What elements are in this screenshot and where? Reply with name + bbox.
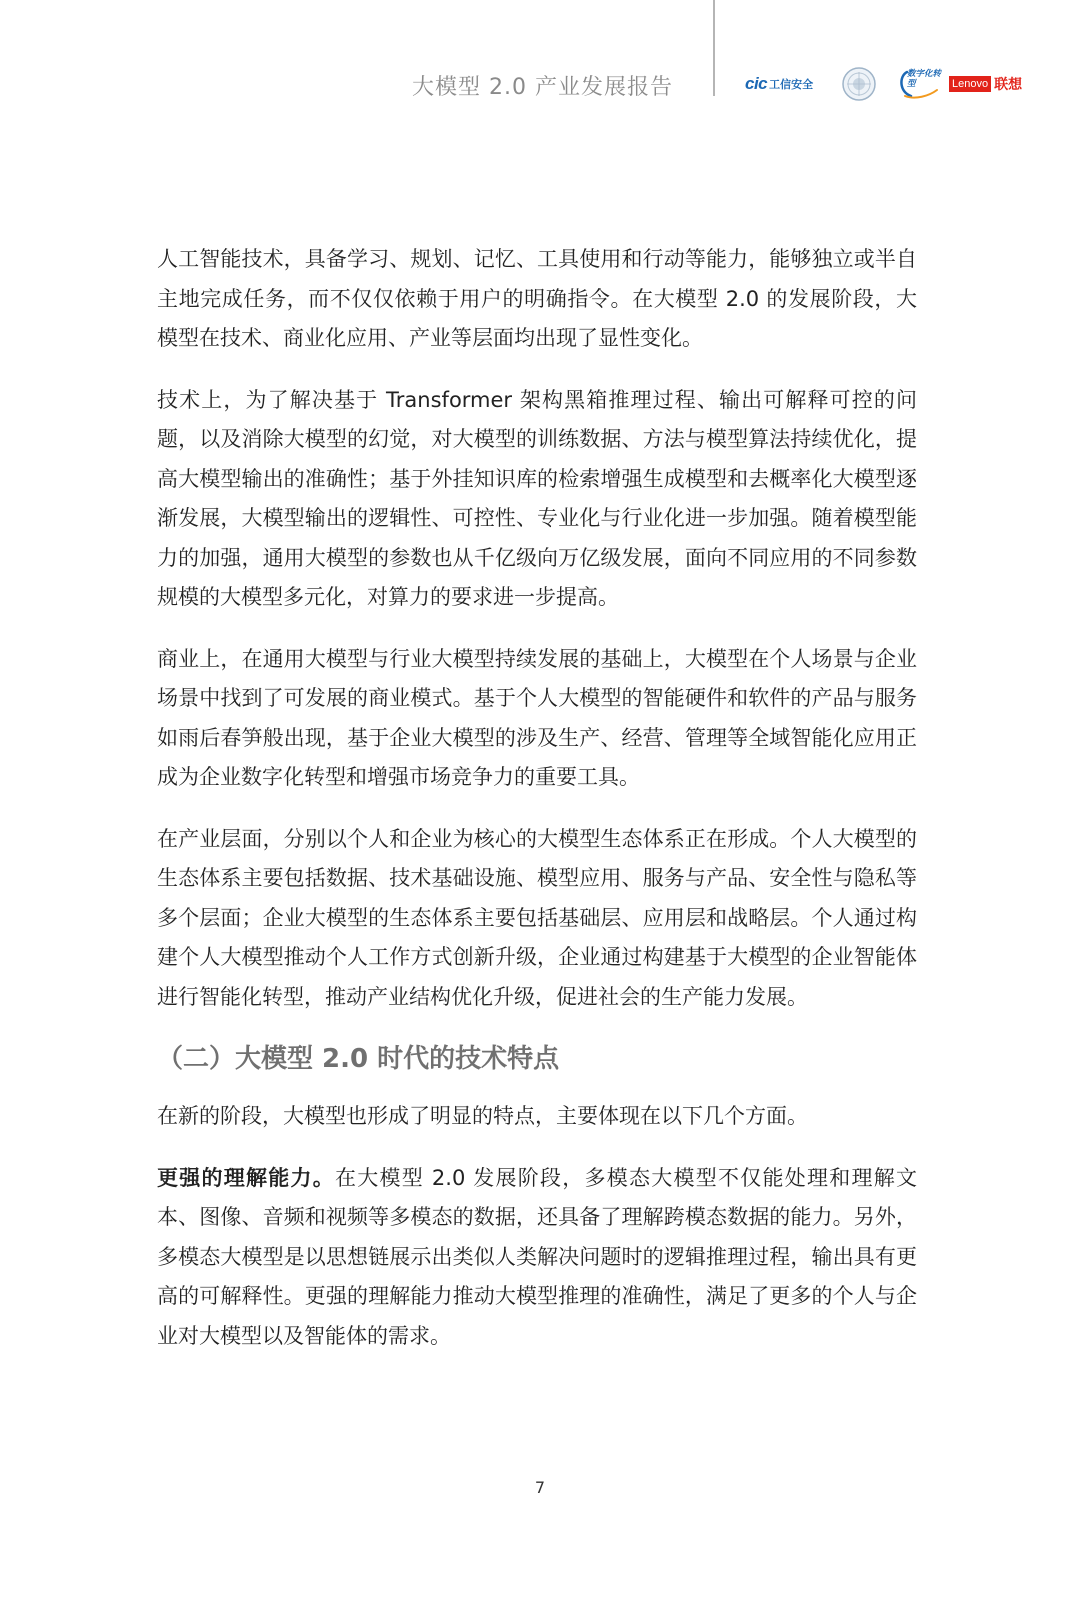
paragraph-business: 商业上，在通用大模型与行业大模型持续发展的基础上，大模型在个人场景与企业场景中找到了可发展的商业模式。基于个人大模型的智能硬件和软件的产品与服务如雨后春笋般出现，基于企业大模型的涉及生产、经营、管理等全域智能化应用正成为企业数字化转型和增强市场竞争力的重要工具。 bbox=[157, 646, 917, 789]
paragraph-understanding bbox=[157, 1159, 917, 1357]
lenovo-logo bbox=[949, 66, 1022, 102]
digital-transformation-text: 数字化转型 bbox=[907, 69, 942, 89]
cic-logo-name: 工信安全 bbox=[769, 78, 814, 91]
header-divider bbox=[713, 0, 715, 96]
header-title: 大模型 2.0 产业发展报告 bbox=[412, 75, 673, 100]
feature-text: 在大模型 2.0 发展阶段，多模态大模型不仅能处理和理解文本、图像、音频和视频等多模态的数据，还具备了理解跨模态数据的能力。另外，多模态大模型是以思想链展示出类似人类解决问题时的逻辑推理过程，输出具有更高的可解释性。更强的理解能力推动大模型推理的准确性，满足了更多的个人与企业对大模型以及智能体的需求。 bbox=[157, 1165, 917, 1348]
feature-lead: 更强的理解能力。 bbox=[157, 1165, 335, 1190]
cic-logo bbox=[745, 66, 813, 102]
paragraph-technology: 技术上，为了解决基于 Transformer 架构黑箱推理过程、输出可解释可控的问题，以及消除大模型的幻觉，对大模型的训练数据、方法与模型算法持续优化，提高大模型输出的准确性；基于外挂知识库的检索增强生成模型和去概率化大模型逐渐发展，大模型输出的逻辑性、可控性、专业化与行业化进一步加强。随着模型能力的加强，通用大模型的参数也从千亿级向万亿级发展，面向不同应用的不同参数规模的大模型多元化，对算力的要求进一步提高。 bbox=[157, 387, 917, 609]
cic-logo-mark: cic bbox=[745, 74, 768, 93]
main-content bbox=[157, 240, 917, 1378]
paragraph-agent-definition: 人工智能技术，具备学习、规划、记忆、工具使用和行动等能力，能够独立或半自主地完成任务，而不仅仅依赖于用户的明确指令。在大模型 2.0 的发展阶段，大模型在技术、商业化应用、产业等层面均出现了显性变化。 bbox=[157, 247, 917, 350]
digital-transformation-logo bbox=[897, 66, 943, 102]
circular-seal-logo bbox=[841, 66, 877, 102]
paragraph-intro: 在新的阶段，大模型也形成了明显的特点，主要体现在以下几个方面。 bbox=[157, 1104, 808, 1128]
partner-logos bbox=[745, 66, 1045, 102]
section-heading: （二）大模型 2.0 时代的技术特点 bbox=[157, 1044, 560, 1074]
page-number: 7 bbox=[534, 1478, 546, 1497]
paragraph-industry: 在产业层面，分别以个人和企业为核心的大模型生态体系正在形成。个人大模型的生态体系主要包括数据、技术基础设施、模型应用、服务与产品、安全性与隐私等多个层面；企业大模型的生态体系主要包括基础层、应用层和战略层。个人通过构建个人大模型推动个人工作方式创新升级，企业通过构建基于大模型的企业智能体进行智能化转型，推动产业结构优化升级，促进社会的生产能力发展。 bbox=[157, 826, 917, 1009]
lenovo-wordmark: Lenovo bbox=[949, 76, 991, 92]
lenovo-cn-name: 联想 bbox=[994, 77, 1023, 93]
seal-icon bbox=[841, 66, 877, 102]
